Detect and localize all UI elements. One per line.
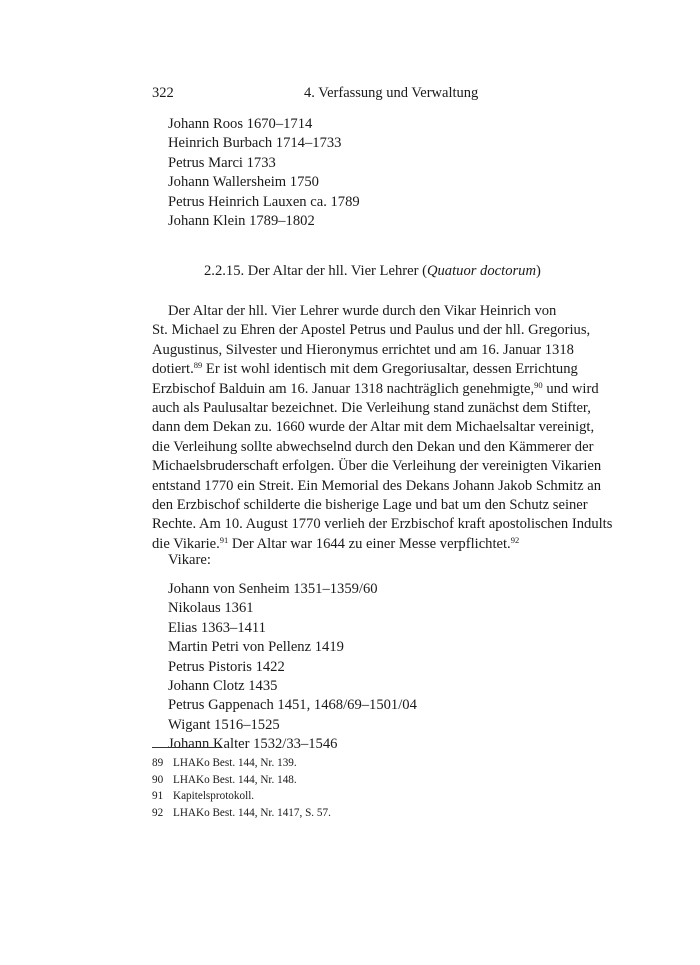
list-item: Wigant 1516–1525 [168, 716, 280, 733]
paragraph-line: Rechte. Am 10. August 1770 verlieh der Erzbischof kraft apostolischen Indults [152, 516, 613, 533]
footnote-text: LHAKo Best. 144, Nr. 1417, S. 57. [173, 807, 331, 820]
vicar-list-continued [168, 115, 360, 231]
running-head: 4. Verfassung und Verwaltung [304, 85, 479, 101]
paragraph-line: St. Michael zu Ehren der Apostel Petrus und Paulus und der hll. Gregorius, [152, 322, 591, 339]
paragraph-line: Der Altar der hll. Vier Lehrer wurde durch den Vikar Heinrich von [168, 303, 557, 319]
list-item: Martin Petri von Pellenz 1419 [168, 639, 344, 656]
footnotes [152, 755, 331, 822]
section-heading [204, 263, 541, 280]
vicar-list [168, 580, 417, 755]
paragraph-line [152, 535, 549, 554]
paragraph-line: entstand 1770 ein Streit. Ein Memorial des Dekans Johann Jakob Schmitz an [152, 477, 602, 494]
paragraph-line: auch als Paulusaltar bezeichnet. Die Verleihung stand zunächst dem Stifter, [152, 399, 591, 416]
paragraph-text: und wird [546, 380, 599, 397]
page-header [152, 85, 549, 103]
paragraph-text: Er ist wohl identisch mit dem Gregoriusaltar, dessen Errichtung [205, 361, 578, 378]
footnote [152, 788, 331, 805]
list-item: Heinrich Burbach 1714–1733 [168, 135, 342, 152]
footnote-text: Kapitelsprotokoll. [173, 790, 255, 803]
footnote [152, 805, 331, 822]
paragraph-text: die Vikarie. [152, 535, 220, 552]
footnote-text: LHAKo Best. 144, Nr. 148. [173, 773, 297, 786]
list-item: Johann Clotz 1435 [168, 677, 278, 694]
paragraph-line: die Verleihung sollte abwechselnd durch den Dekan und den Kämmerer der [152, 438, 594, 455]
paragraph-line [152, 379, 599, 399]
section-heading-text: 2.2.15. Der Altar der hll. Vier Lehrer ( [204, 263, 427, 279]
paragraph-text: Erzbischof Balduin am 16. Januar 1318 nachträglich genehmigte, [152, 380, 535, 397]
footnote-number: 91 [152, 790, 164, 803]
footnote-ref: 90 [534, 379, 543, 390]
paragraph-line: den Erzbischof schilderte die bisherige Lage und bat um den Schutz seiner [152, 496, 588, 513]
paragraph-line: Augustinus, Silvester und Hieronymus errichtet und am 16. Januar 1318 [152, 341, 574, 358]
list-item: Elias 1363–1411 [168, 619, 266, 636]
footnote-divider [152, 747, 221, 748]
footnote-number: 92 [152, 807, 164, 820]
list-item: Petrus Heinrich Lauxen ca. 1789 [168, 193, 360, 210]
footnote [152, 772, 331, 789]
page-number: 322 [152, 85, 174, 101]
list-item: Petrus Gappenach 1451, 1468/69–1501/04 [168, 697, 417, 714]
footnote-ref: 89 [193, 360, 203, 371]
footnote-ref: 91 [219, 534, 229, 545]
section-heading-latin: Quatuor doctorum [426, 263, 537, 279]
list-item: Johann Kalter 1532/33–1546 [168, 736, 338, 753]
section-heading-close: ) [536, 263, 541, 279]
body-paragraph [152, 302, 613, 554]
paragraph-text: Der Altar war 1644 zu einer Messe verpflichtet. [231, 535, 511, 552]
footnote [152, 755, 331, 772]
list-item: Johann Klein 1789–1802 [168, 212, 315, 229]
list-item: Petrus Pistoris 1422 [168, 658, 285, 675]
footnote-ref: 92 [510, 534, 520, 545]
paragraph-line [152, 360, 578, 379]
paragraph-line: Michaelsbruderschaft erfolgen. Über die Verleihung der vereinigten Vikarien [152, 458, 602, 475]
footnote-text: LHAKo Best. 144, Nr. 139. [173, 757, 297, 769]
footnote-number: 89 [152, 757, 164, 769]
list-item: Petrus Marci 1733 [168, 154, 276, 171]
footnote-number: 90 [152, 773, 164, 786]
paragraph-line: dann dem Dekan zu. 1660 wurde der Altar mit dem Michaelsaltar vereinigt, [152, 419, 595, 436]
list-item: Nikolaus 1361 [168, 600, 254, 617]
vikare-label: Vikare: [168, 552, 211, 568]
paragraph-text: dotiert. [152, 361, 194, 378]
list-item: Johann Roos 1670–1714 [168, 116, 313, 132]
list-item: Johann Wallersheim 1750 [168, 174, 319, 191]
list-item: Johann von Senheim 1351–1359/60 [168, 581, 378, 597]
